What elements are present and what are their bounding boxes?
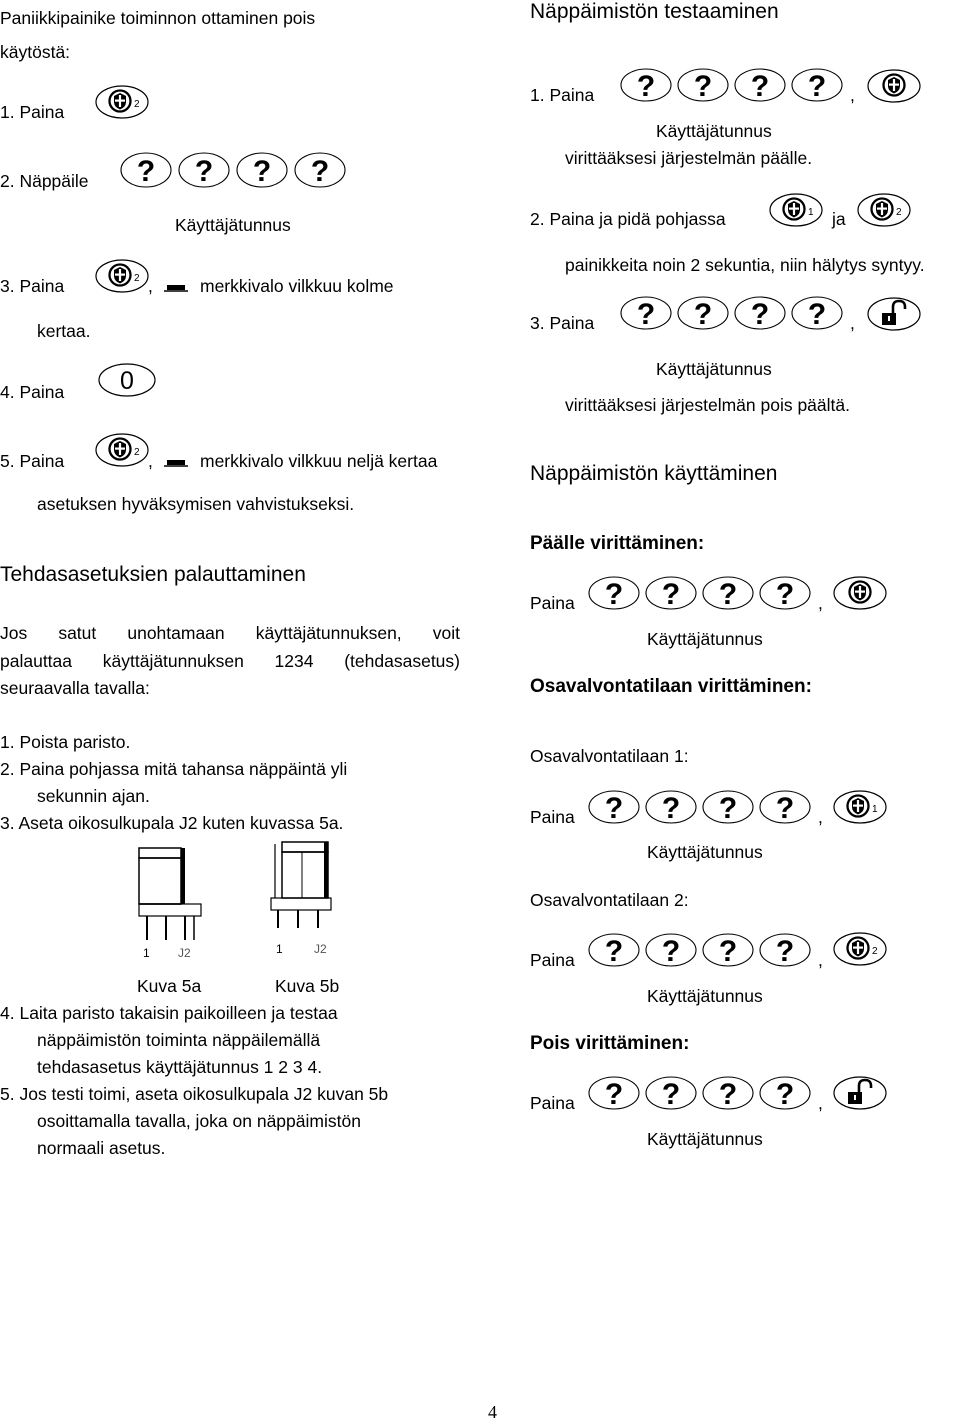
press-text: Paina bbox=[530, 593, 575, 613]
panic-step-4: 4. Paina bbox=[0, 382, 65, 402]
zone-2-key-icon bbox=[94, 258, 150, 294]
svg-text:?: ? bbox=[661, 935, 681, 968]
test-step-1-text: virittääksesi järjestelmän päälle. bbox=[565, 148, 813, 168]
zone-1-key-icon bbox=[768, 192, 824, 228]
user-code-keys-icon bbox=[588, 788, 818, 826]
jumper-figure-5a bbox=[134, 844, 214, 964]
comma: , bbox=[148, 451, 153, 471]
svg-text:?: ? bbox=[750, 70, 770, 103]
svg-text:?: ? bbox=[775, 578, 795, 611]
svg-text:?: ? bbox=[636, 70, 656, 103]
svg-text:?: ? bbox=[775, 792, 795, 825]
svg-text:?: ? bbox=[718, 578, 738, 611]
panic-step-5: 5. Paina bbox=[0, 451, 65, 471]
code-label: Käyttäjätunnus bbox=[647, 986, 763, 1006]
reset-step-2-cont: sekunnin ajan. bbox=[37, 786, 150, 806]
comma: , bbox=[818, 807, 823, 827]
led-blink-four-text-cont: asetuksen hyväksymisen vahvistukseksi. bbox=[37, 494, 355, 514]
factory-reset-heading: Tehdasasetuksien palauttaminen bbox=[0, 563, 306, 586]
svg-text:?: ? bbox=[636, 298, 656, 331]
user-code-keys-icon bbox=[620, 66, 850, 104]
svg-text:2: 2 bbox=[134, 447, 140, 458]
figure-caption-5b: Kuva 5b bbox=[275, 976, 340, 996]
panic-heading-cont: käytöstä: bbox=[0, 42, 71, 62]
svg-text:?: ? bbox=[775, 1078, 795, 1111]
reset-step-4: 4. Laita paristo takaisin paikoilleen ja testaa bbox=[0, 1003, 338, 1023]
svg-text:?: ? bbox=[775, 935, 795, 968]
disarm-heading: Pois virittäminen: bbox=[530, 1033, 690, 1054]
svg-text:0: 0 bbox=[120, 367, 134, 395]
factory-reset-paragraph-line-1: Jos satut unohtamaan käyttäjätunnuksen, voit bbox=[0, 623, 460, 643]
svg-text:?: ? bbox=[807, 70, 827, 103]
svg-text:2: 2 bbox=[896, 207, 902, 218]
panic-heading: Paniikkipainike toiminnon ottaminen pois bbox=[0, 8, 316, 28]
page-number: 4 bbox=[488, 1402, 497, 1422]
and-text: ja bbox=[832, 209, 846, 229]
test-step-3-text: virittääksesi järjestelmän pois päältä. bbox=[565, 395, 850, 415]
svg-text:?: ? bbox=[718, 792, 738, 825]
partial-arm-heading: Osavalvontatilaan virittäminen: bbox=[530, 676, 812, 697]
reset-step-5: 5. Jos testi toimi, aseta oikosulkupala J2 kuvan 5b bbox=[0, 1084, 389, 1104]
svg-text:?: ? bbox=[604, 578, 624, 611]
reset-step-5-cont-2: normaali asetus. bbox=[37, 1138, 166, 1158]
reset-step-5-cont: osoittamalla tavalla, joka on näppäimistön bbox=[37, 1111, 361, 1131]
panic-step-2: 2. Näppäile bbox=[0, 171, 89, 191]
svg-text:?: ? bbox=[194, 155, 214, 188]
test-step-2-text: painikkeita noin 2 sekuntia, niin hälytys syntyy. bbox=[565, 255, 925, 275]
reset-step-2: 2. Paina pohjassa mitä tahansa näppäintä yli bbox=[0, 759, 348, 779]
reset-step-4-cont-2: tehdasasetus käyttäjätunnus 1 2 3 4. bbox=[37, 1057, 323, 1077]
user-code-keys-icon bbox=[120, 150, 356, 190]
svg-text:1: 1 bbox=[143, 946, 150, 960]
svg-text:?: ? bbox=[604, 1078, 624, 1111]
svg-text:?: ? bbox=[604, 935, 624, 968]
comma: , bbox=[818, 950, 823, 970]
svg-text:J2: J2 bbox=[314, 942, 327, 956]
led-indicator-icon bbox=[164, 457, 190, 469]
svg-text:2: 2 bbox=[134, 273, 140, 284]
jumper-figure-5b bbox=[268, 838, 348, 958]
partial-2-label: Osavalvontatilaan 2: bbox=[530, 890, 689, 910]
test-step-1: 1. Paina bbox=[530, 85, 595, 105]
zone-2-key-icon bbox=[856, 192, 912, 228]
svg-text:?: ? bbox=[661, 578, 681, 611]
figure-caption-5a: Kuva 5a bbox=[137, 976, 202, 996]
comma: , bbox=[818, 1093, 823, 1113]
disarm-key-icon bbox=[866, 296, 922, 332]
svg-text:?: ? bbox=[661, 1078, 681, 1111]
svg-text:?: ? bbox=[718, 935, 738, 968]
led-blink-four-text: merkkivalo vilkkuu neljä kertaa bbox=[200, 451, 438, 471]
partial-1-label: Osavalvontatilaan 1: bbox=[530, 746, 689, 766]
reset-step-4-cont: näppäimistön toiminta näppäilemällä bbox=[37, 1030, 321, 1050]
keypad-use-heading: Näppäimistön käyttäminen bbox=[530, 462, 778, 485]
comma: , bbox=[850, 313, 855, 333]
code-label: Käyttäjätunnus bbox=[647, 842, 763, 862]
code-label: Käyttäjätunnus bbox=[656, 121, 772, 141]
code-label: Käyttäjätunnus bbox=[647, 629, 763, 649]
svg-text:?: ? bbox=[661, 792, 681, 825]
press-text: Paina bbox=[530, 950, 575, 970]
led-indicator-icon bbox=[164, 282, 190, 294]
svg-text:?: ? bbox=[718, 1078, 738, 1111]
comma: , bbox=[148, 276, 153, 296]
svg-text:1: 1 bbox=[872, 804, 878, 815]
svg-text:?: ? bbox=[136, 155, 156, 188]
code-label: Käyttäjätunnus bbox=[656, 359, 772, 379]
zone-2-key-icon bbox=[94, 84, 150, 120]
comma: , bbox=[850, 85, 855, 105]
comma: , bbox=[818, 593, 823, 613]
code-label: Käyttäjätunnus bbox=[175, 215, 291, 235]
led-blink-three-text: merkkivalo vilkkuu kolme bbox=[200, 276, 394, 296]
arm-away-key-icon bbox=[832, 575, 888, 611]
svg-text:?: ? bbox=[807, 298, 827, 331]
panic-step-3: 3. Paina bbox=[0, 276, 65, 296]
zone-2-digit: 2 bbox=[134, 99, 140, 110]
svg-text:?: ? bbox=[693, 298, 713, 331]
press-text: Paina bbox=[530, 1093, 575, 1113]
user-code-keys-icon bbox=[588, 1074, 818, 1112]
factory-reset-paragraph-line-2: palauttaa käyttäjätunnuksen 1234 (tehdasasetus) bbox=[0, 651, 460, 671]
svg-text:2: 2 bbox=[872, 946, 878, 957]
disarm-key-icon bbox=[832, 1075, 888, 1111]
svg-text:1: 1 bbox=[276, 942, 283, 956]
test-step-2: 2. Paina ja pidä pohjassa bbox=[530, 209, 726, 229]
svg-text:?: ? bbox=[604, 792, 624, 825]
reset-step-3: 3. Aseta oikosulkupala J2 kuten kuvassa 5a. bbox=[0, 813, 344, 833]
user-code-keys-icon bbox=[620, 294, 850, 332]
factory-reset-paragraph-line-3: seuraavalla tavalla: bbox=[0, 678, 150, 698]
keypad-test-heading: Näppäimistön testaaminen bbox=[530, 0, 779, 23]
svg-text:1: 1 bbox=[808, 207, 814, 218]
svg-text:?: ? bbox=[252, 155, 272, 188]
zone-2-key-icon bbox=[832, 931, 888, 967]
zone-1-key-icon bbox=[832, 789, 888, 825]
zero-key-icon bbox=[97, 362, 157, 398]
arm-away-key-icon bbox=[866, 68, 922, 104]
reset-step-1: 1. Poista paristo. bbox=[0, 732, 131, 752]
svg-text:?: ? bbox=[310, 155, 330, 188]
zone-2-key-icon bbox=[94, 432, 150, 468]
code-label: Käyttäjätunnus bbox=[647, 1129, 763, 1149]
svg-text:?: ? bbox=[693, 70, 713, 103]
svg-text:J2: J2 bbox=[178, 946, 191, 960]
panic-step-1: 1. Paina bbox=[0, 102, 65, 122]
test-step-3: 3. Paina bbox=[530, 313, 595, 333]
user-code-keys-icon bbox=[588, 574, 818, 612]
press-text: Paina bbox=[530, 807, 575, 827]
led-blink-three-text-cont: kertaa. bbox=[37, 321, 91, 341]
svg-text:?: ? bbox=[750, 298, 770, 331]
user-code-keys-icon bbox=[588, 931, 818, 969]
arm-heading: Päälle virittäminen: bbox=[530, 533, 705, 554]
